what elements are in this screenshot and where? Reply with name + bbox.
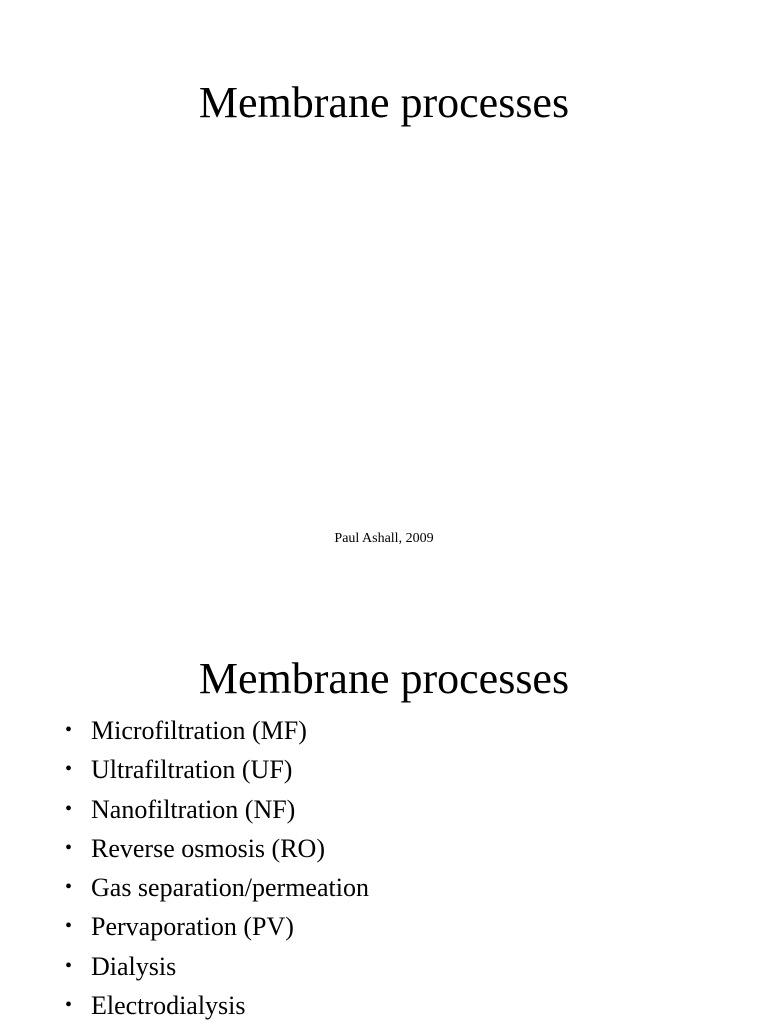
list-item-label: Gas separation/permeation [91,873,369,903]
list-item [62,711,369,750]
content-slide [0,576,768,1024]
bullet-icon: • [65,797,73,820]
list-item [62,947,369,986]
list-item-label: Pervaporation (PV) [91,912,294,942]
bullet-icon: • [65,994,73,1017]
list-item [62,829,369,868]
process-list [62,711,369,1025]
list-item-label: Electrodialysis [91,991,246,1021]
slide-title: Membrane processes [198,78,570,127]
list-item [62,907,369,946]
bullet-icon: • [65,876,73,899]
bullet-icon: • [65,954,73,977]
list-item [62,868,369,907]
bullet-icon: • [65,915,73,938]
author-credit: Paul Ashall, 2009 [334,531,434,546]
list-item-label: Ultrafiltration (UF) [91,755,293,785]
bullet-icon: • [65,836,73,859]
bullet-icon: • [65,758,73,781]
list-item [62,750,369,789]
list-item-label: Dialysis [91,951,177,981]
list-item [62,790,369,829]
list-item [62,986,369,1025]
slide-title: Membrane processes [198,654,570,703]
bullet-icon: • [65,719,73,741]
list-item-label: Microfiltration (MF) [91,716,307,745]
list-item-label: Reverse osmosis (RO) [91,833,325,863]
list-item-label: Nanofiltration (NF) [91,794,296,824]
